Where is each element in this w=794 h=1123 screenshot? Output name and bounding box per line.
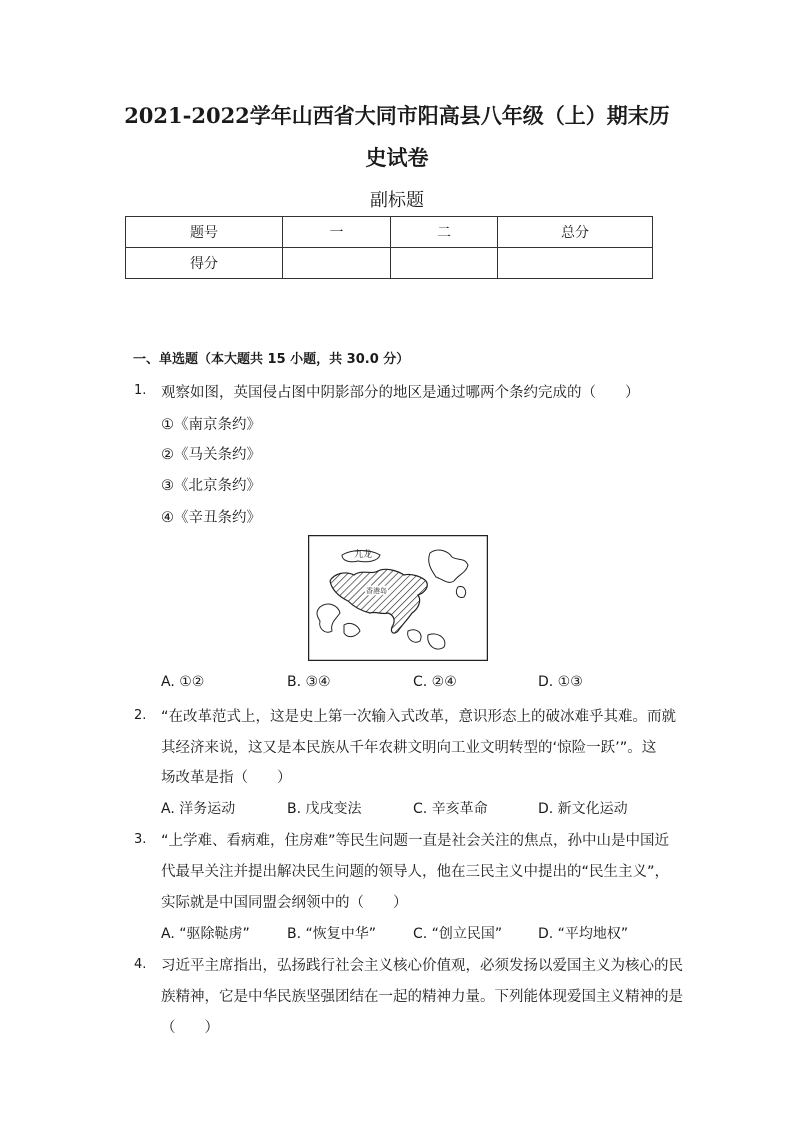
question-text: 族精神，它是中华民族坚强团结在一起的精神力量。下列能体现爱国主义精神的是: [161, 989, 683, 1005]
answer-option-b[interactable]: B. 戊戌变法: [287, 801, 362, 817]
score-table-header-row: [126, 217, 653, 248]
answer-option-d[interactable]: D. “平均地权”: [538, 926, 629, 942]
document-title-line2: 史试卷: [365, 145, 429, 170]
question-text: 实际就是中国同盟会纲领中的（ ）: [161, 895, 408, 911]
score-cell: [498, 248, 653, 279]
question-text: 观察如图，英国侵占图中阴影部分的地区是通过哪两个条约完成的（ ）: [161, 385, 640, 401]
map-label-hong-kong-island: 香港岛: [366, 587, 387, 595]
question-number: 4.: [134, 957, 147, 972]
answer-option-c[interactable]: C. ②④: [413, 674, 457, 690]
answer-option-d[interactable]: D. ①③: [538, 674, 583, 690]
score-cell: 二: [391, 217, 498, 248]
map-label-kowloon: 九龙: [354, 550, 373, 560]
island: [456, 587, 465, 598]
answer-option-c[interactable]: C. 辛亥革命: [413, 801, 488, 817]
answer-option-b[interactable]: B. “恢复中华”: [287, 926, 377, 942]
question-item: ③《北京条约》: [161, 478, 261, 494]
hong-kong-map: [308, 535, 488, 661]
score-cell: 一: [283, 217, 391, 248]
question-text: “上学难、看病难，住房难”等民生问题一直是社会关注的焦点，孙中山是中国近: [161, 833, 670, 849]
document-title-line1: 2021-2022学年山西省大同市阳高县八年级（上）期末历: [124, 103, 670, 128]
score-cell: [283, 248, 391, 279]
score-cell: [391, 248, 498, 279]
document-subtitle: 副标题: [370, 190, 424, 211]
question-text: （ ）: [161, 1020, 219, 1036]
question-text: 代最早关注并提出解决民生问题的领导人，他在三民主义中提出的“民生主义”，: [161, 864, 670, 880]
question-number: 3.: [134, 832, 147, 847]
answer-option-b[interactable]: B. ③④: [287, 674, 331, 690]
answer-option-a[interactable]: A. “驱除鞑虏”: [161, 926, 250, 942]
question-text: “在改革范式上，这是史上第一次输入式改革，意识形态上的破冰难乎其难。而就: [161, 709, 677, 725]
answer-option-c[interactable]: C. “创立民国”: [413, 926, 503, 942]
score-cell: 题号: [126, 217, 283, 248]
question-item: ②《马关条约》: [161, 447, 261, 463]
question-number: 2.: [134, 708, 147, 723]
question-text: 习近平主席指出，弘扬践行社会主义核心价值观，必须发扬以爱国主义为核心的民: [161, 958, 683, 974]
score-cell: 得分: [126, 248, 283, 279]
section-heading: 一、单选题（本大题共 15 小题，共 30.0 分）: [133, 352, 410, 367]
score-cell: 总分: [498, 217, 653, 248]
score-table: [125, 216, 653, 279]
score-table-score-row: [126, 248, 653, 279]
question-number: 1.: [134, 383, 147, 398]
answer-option-a[interactable]: A. 洋务运动: [161, 801, 236, 817]
question-item: ①《南京条约》: [161, 417, 261, 433]
answer-option-a[interactable]: A. ①②: [161, 674, 205, 690]
answer-option-d[interactable]: D. 新文化运动: [538, 801, 628, 817]
question-item: ④《辛丑条约》: [161, 510, 261, 526]
question-text: 其经济来说，这又是本民族从千年农耕文明向工业文明转型的‘惊险一跃’”。这: [161, 740, 657, 756]
question-text: 场改革是指（ ）: [161, 770, 292, 786]
